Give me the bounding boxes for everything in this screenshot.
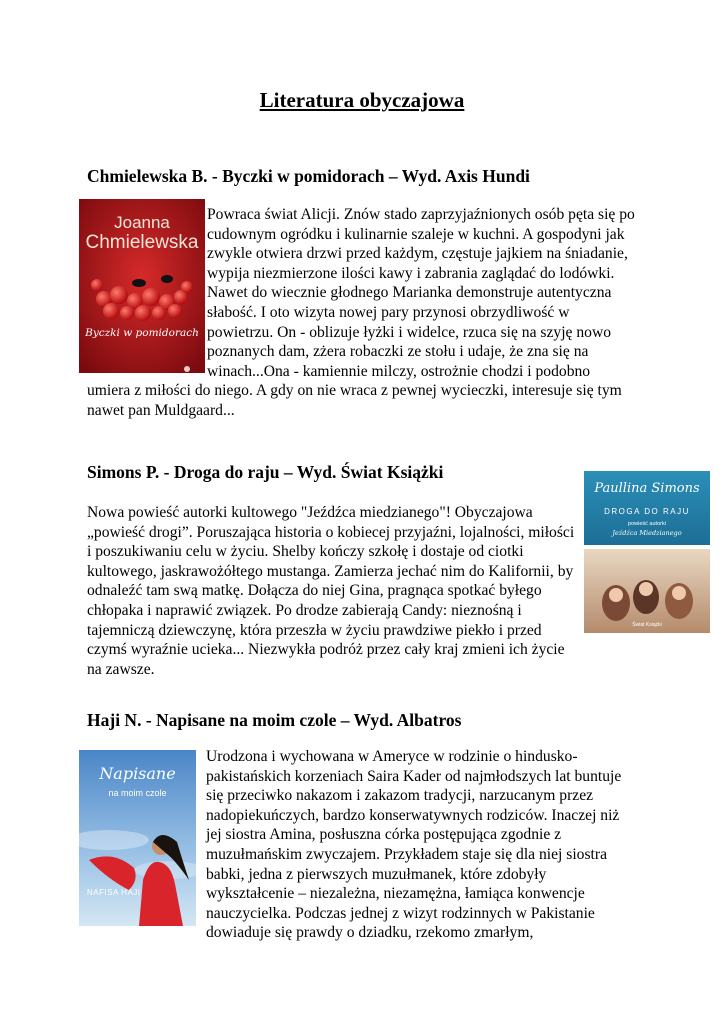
book-description-simons: Nowa powieść autorki kultowego "Jeźdźca miedzianego"! Obyczajowa „powieść drogi”. Poruszająca historia o kobiecej przyjaźni, lojalności, miłości i poszukiwaniu celu w życiu. Shelby kończy szkołę i dostaje od ciotki kultowego, jaskrawożółtego mustanga. Zamierza jechać nim do Kalifornii, by odnaleźć tam swą matkę. Dołącza do niej Gina, pragnąca spotkać byłego chłopaka i naprawić związek. Po drodze zabierają Candy: nieznośną i tajemniczą dziewczynę, która przeszła w życiu prawdziwe piekło i przed czymś wyraźnie ucieka... Niezwykła podróż przez cały kraj zmieni ich życie na zawsze.: [87, 504, 575, 678]
cover-author-last: Chmielewska: [85, 232, 199, 253]
page-title: Literatura obyczajowa: [259, 88, 465, 112]
cover-author: NAFISA HAJI: [87, 888, 141, 897]
cover-title-line1: Napisane: [99, 764, 176, 783]
cover-publisher: Świat Książki: [632, 622, 662, 628]
cover-title: Byczki w pomidorach: [85, 327, 199, 339]
cover-spacer: [79, 205, 207, 381]
cover-subtitle-2: Jeźdźca Miedzianego: [612, 529, 682, 537]
book-cover-droga-do-raju: [584, 471, 710, 633]
book-heading-simons: Simons P. - Droga do raju – Wyd. Świat Książki: [87, 462, 444, 482]
book-cover-napisane: [79, 750, 196, 926]
cover-title-line2: na moim czole: [108, 788, 167, 798]
cover-subtitle-1: powieść autorki: [628, 521, 666, 527]
book-description-haji: Urodzona i wychowana w Ameryce w rodzinie o hindusko-pakistańskich korzeniach Saira Kader od najmłodszych lat buntuje się przeciwko nakazom i zakazom tradycji, narzucanym przez nadopiekuńczych, bardzo konserwatywnych rodziców. Inaczej niż jej siostra Amina, posłuszna córka postępująca zgodnie z muzułmańskim zwyczajem. Przykładem staje się dla niej siostra babki, jedna z pierwszych muzułmanek, które zdobyły wykształcenie – niezależna, niezamężna, łamiąca konwencje nauczycielka. Podczas jednej z wizyt rodzinnych w Pakistanie dowiaduje się prawdy o dziadku, rzekomo zmarłym,: [206, 748, 622, 942]
cover-author-first: Joanna: [114, 213, 170, 232]
cover-author: Paullina Simons: [594, 481, 700, 496]
book-heading-haji: Haji N. - Napisane na moim czole – Wyd. Albatros: [87, 710, 462, 730]
book-heading-chmielewska: Chmielewska B. - Byczki w pomidorach – Wyd. Axis Hundi: [87, 166, 530, 186]
cover-title: DROGA DO RAJU: [604, 507, 690, 516]
book-description-chmielewska: Powraca świat Alicji. Znów stado zaprzyjaźnionych osób pęta się po cudownym ogródku i kulinarnie szaleje w kuchni. A gospodyni jak zwykle otwiera drzwi przed każdym, częstuje jajkiem na śniadanie, wypija niezmierzone ilości kawy i zabrania zaglądać do lodówki. Nawet do wiecznie głodnego Marianka demonstruje autentyczna słabość. I oto wizyta nowej pary przynosi obrzydliwość w powietrzu. On - oblizuje łyżki i widelce, rzuca się na szyję nowo poznanych dam, zżera robaczki ze stołu i udaje, że zna się na winach...Ona - kamiennie milczy, ostrożnie chodzi i podobno umiera z miłości do niego. A gdy on nie wraca z pewnej wycieczki, interesuje się tym nawet pan Muldgaard...: [87, 206, 635, 419]
book-description-area: [87, 205, 635, 421]
